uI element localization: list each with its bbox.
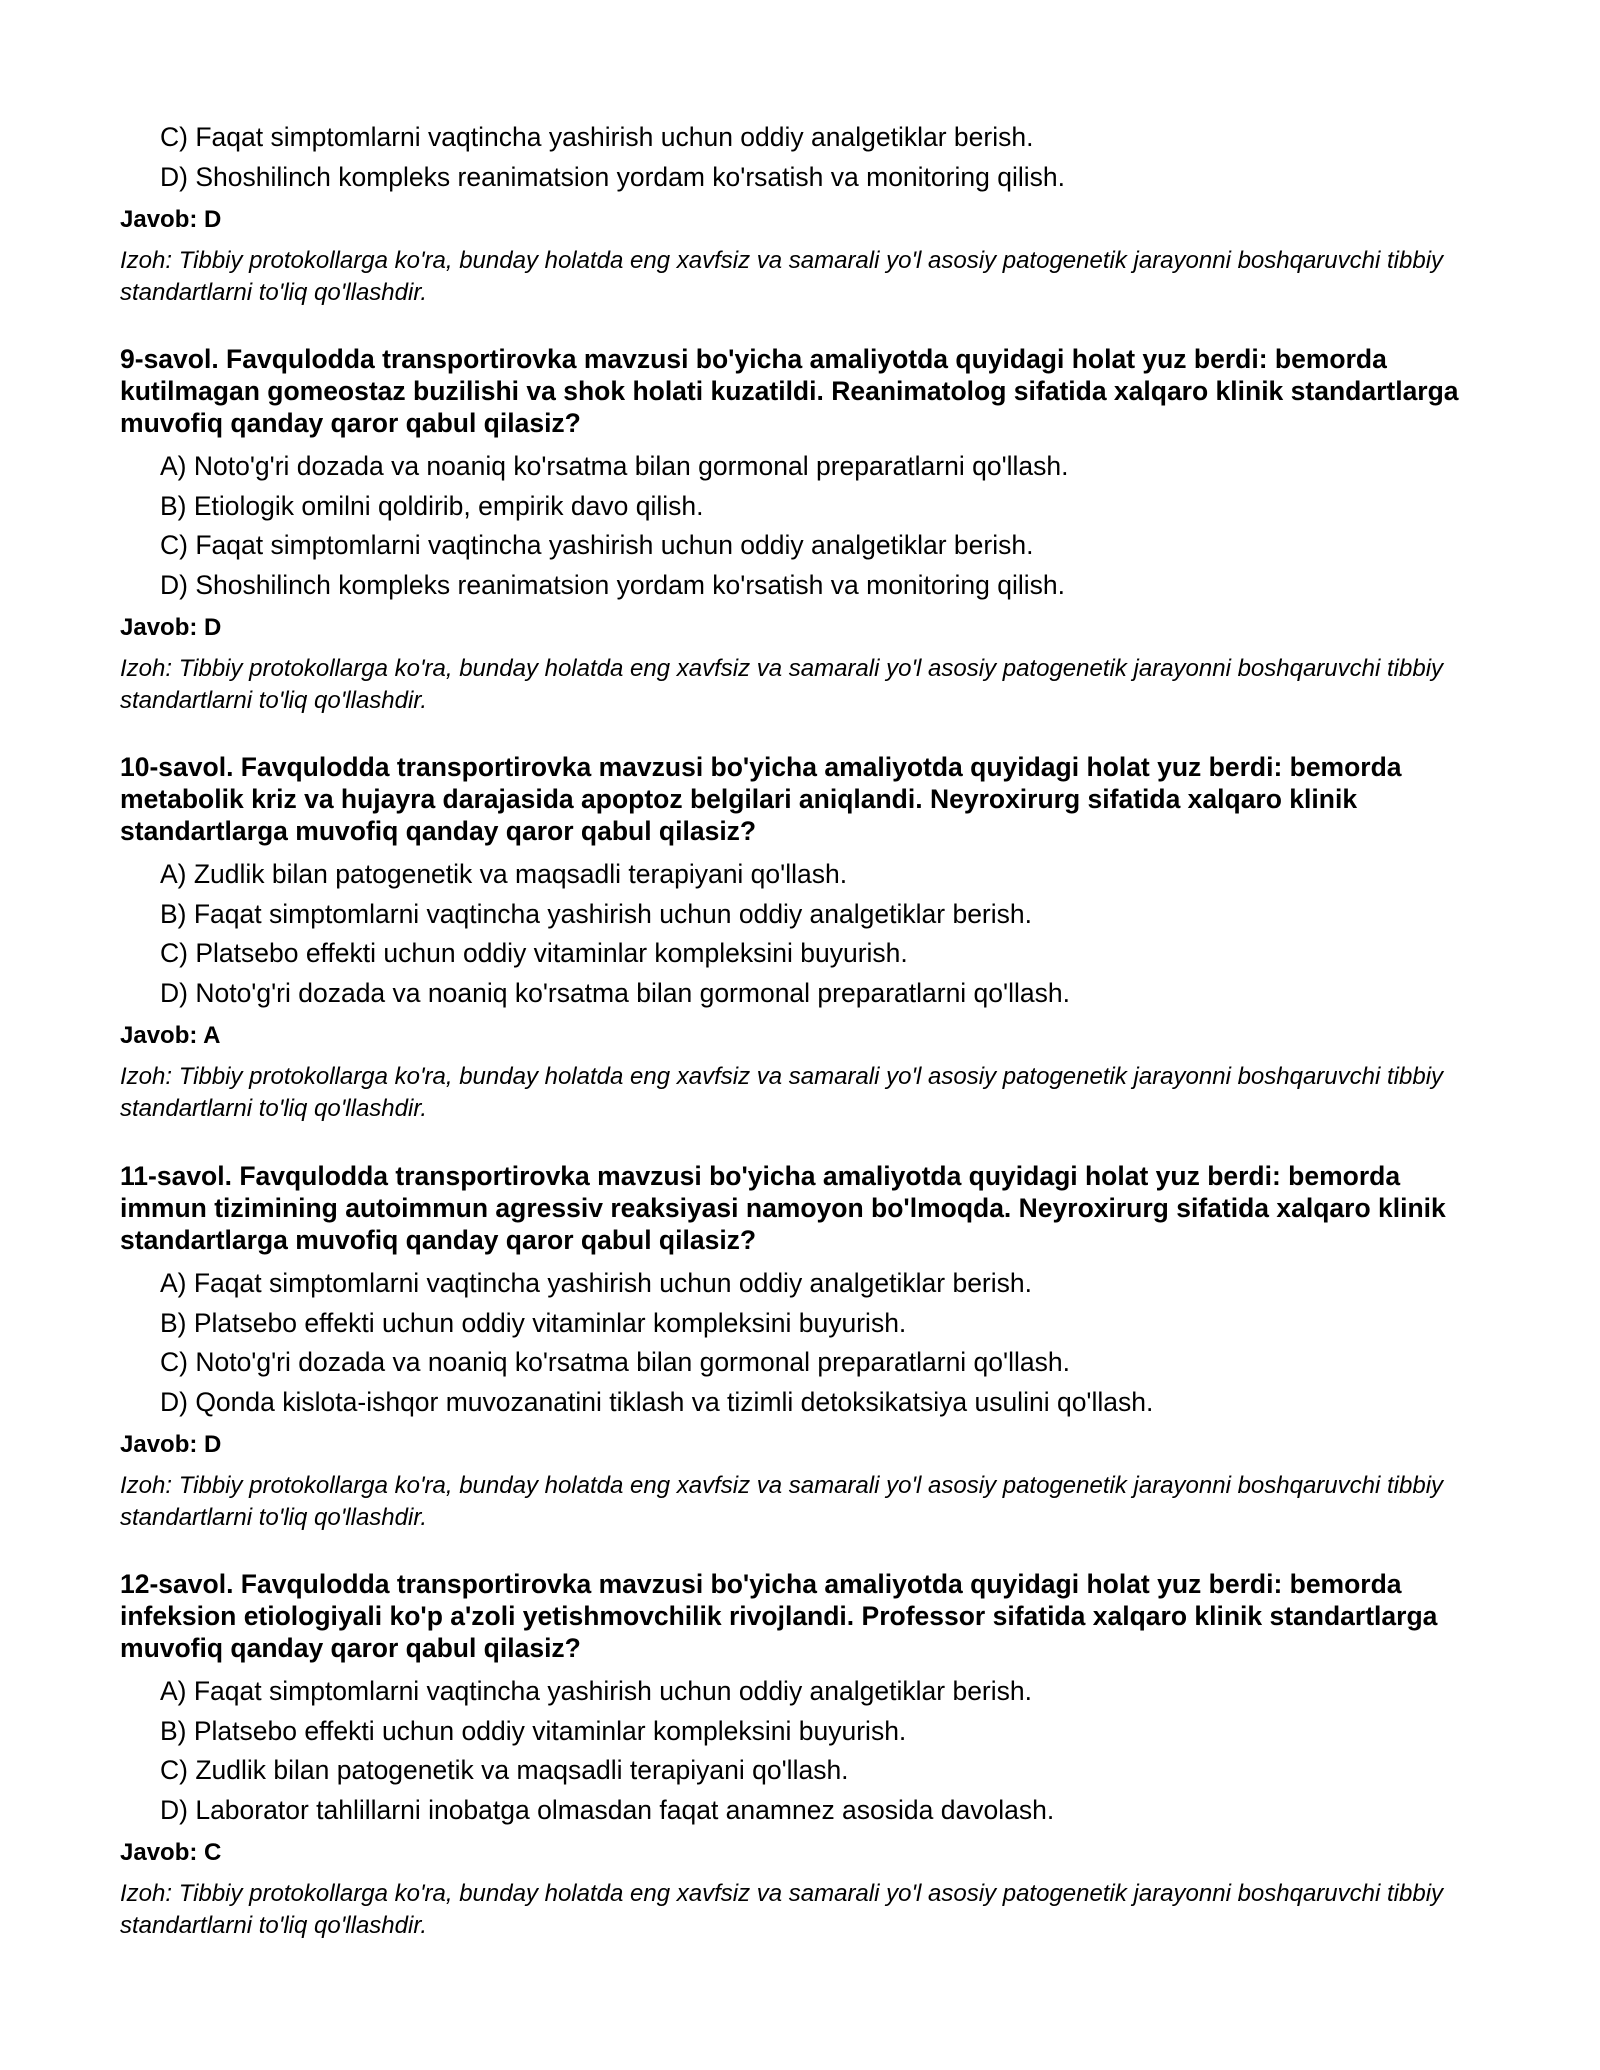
answer-label: Javob: D <box>120 1431 222 1458</box>
option-item: D) Noto'g'ri dozada va noaniq ko'rsatma bilan gormonal preparatlarni qo'llash. <box>160 977 1070 1008</box>
option-item: D) Qonda kislota-ishqor muvozanatini tiklash va tizimli detoksikatsiya usulini qo'llash. <box>160 1386 1154 1417</box>
option-item: A) Faqat simptomlarni vaqtincha yashirish uchun oddiy analgetiklar berish. <box>160 1676 1032 1706</box>
explanation-note: Izoh: Tibbiy protokollarga ko'ra, bunday holatda eng xavfsiz va samarali yo'l asosiy patogenetik jarayonni boshqaruvchi tibbiy standartlarni to'liq qo'llashdir. <box>120 1472 1444 1531</box>
option-item: D) Laborator tahlillarni inobatga olmasdan faqat anamnez asosida davolash. <box>160 1794 1055 1825</box>
option-item: C) Zudlik bilan patogenetik va maqsadli terapiyani qo'llash. <box>160 1755 849 1785</box>
option-item: C) Platsebo effekti uchun oddiy vitaminlar kompleksini buyurish. <box>160 938 908 968</box>
question-block-12 <box>120 1568 1460 1942</box>
question-block-10 <box>120 751 1460 1125</box>
explanation-note: Izoh: Tibbiy protokollarga ko'ra, bunday holatda eng xavfsiz va samarali yo'l asosiy patogenetik jarayonni boshqaruvchi tibbiy standartlarni to'liq qo'llashdir. <box>120 1880 1444 1939</box>
option-list <box>120 1264 1460 1422</box>
option-item: C) Faqat simptomlarni vaqtincha yashirish uchun oddiy analgetiklar berish. <box>160 530 1034 560</box>
option-item: A) Faqat simptomlarni vaqtincha yashirish uchun oddiy analgetiklar berish. <box>160 1268 1032 1298</box>
question-title: 12-savol. Favqulodda transportirovka mavzusi bo'yicha amaliyotda quyidagi holat yuz berdi: bemorda infeksion etiologiyali ko'p a'zoli yetishmovchilik rivojlandi. Professor sifatida xalqaro klinik standartlarga muvofiq qanday qaror qabul qilasiz? <box>120 1569 1438 1663</box>
explanation-note: Izoh: Tibbiy protokollarga ko'ra, bunday holatda eng xavfsiz va samarali yo'l asosiy patogenetik jarayonni boshqaruvchi tibbiy standartlarni to'liq qo'llashdir. <box>120 1063 1444 1122</box>
answer-label: Javob: D <box>120 614 222 641</box>
question-block-11 <box>120 1160 1460 1534</box>
explanation-note: Izoh: Tibbiy protokollarga ko'ra, bunday holatda eng xavfsiz va samarali yo'l asosiy patogenetik jarayonni boshqaruvchi tibbiy standartlarni to'liq qo'llashdir. <box>120 655 1444 714</box>
option-item: A) Noto'g'ri dozada va noaniq ko'rsatma bilan gormonal preparatlarni qo'llash. <box>160 451 1069 481</box>
question-block-9 <box>120 343 1460 717</box>
option-item: B) Platsebo effekti uchun oddiy vitaminlar kompleksini buyurish. <box>160 1307 907 1338</box>
answer-label: Javob: A <box>120 1022 221 1049</box>
question-title: 11-savol. Favqulodda transportirovka mavzusi bo'yicha amaliyotda quyidagi holat yuz berdi: bemorda immun tizimining autoimmun agressiv reaksiyasi namoyon bo'lmoqda. Neyroxirurg sifatida xalqaro klinik standartlarga muvofiq qanday qaror qabul qilasiz? <box>120 1161 1446 1255</box>
explanation-note: Izoh: Tibbiy protokollarga ko'ra, bunday holatda eng xavfsiz va samarali yo'l asosiy patogenetik jarayonni boshqaruvchi tibbiy standartlarni to'liq qo'llashdir. <box>120 247 1444 306</box>
answer-label: Javob: C <box>120 1839 222 1866</box>
option-item: B) Platsebo effekti uchun oddiy vitaminlar kompleksini buyurish. <box>160 1715 907 1746</box>
option-item: A) Zudlik bilan patogenetik va maqsadli terapiyani qo'llash. <box>160 859 848 889</box>
option-list <box>120 118 1460 197</box>
question-title: 10-savol. Favqulodda transportirovka mavzusi bo'yicha amaliyotda quyidagi holat yuz berdi: bemorda metabolik kriz va hujayra darajasida apoptoz belgilari aniqlandi. Neyroxirurg sifatida xalqaro klinik standartlarga muvofiq qanday qaror qabul qilasiz? <box>120 752 1402 846</box>
continued-question <box>120 118 1460 309</box>
option-list <box>120 855 1460 1013</box>
option-item: B) Faqat simptomlarni vaqtincha yashirish uchun oddiy analgetiklar berish. <box>160 898 1032 929</box>
option-item: C) Faqat simptomlarni vaqtincha yashirish uchun oddiy analgetiklar berish. <box>160 122 1034 152</box>
option-item: D) Shoshilinch kompleks reanimatsion yordam ko'rsatish va monitoring qilish. <box>160 161 1065 192</box>
question-title: 9-savol. Favqulodda transportirovka mavzusi bo'yicha amaliyotda quyidagi holat yuz berdi: bemorda kutilmagan gomeostaz buzilishi va shok holati kuzatildi. Reanimatolog sifatida xalqaro klinik standartlarga muvofiq qanday qaror qabul qilasiz? <box>120 344 1459 438</box>
option-item: C) Noto'g'ri dozada va noaniq ko'rsatma bilan gormonal preparatlarni qo'llash. <box>160 1347 1070 1377</box>
option-item: D) Shoshilinch kompleks reanimatsion yordam ko'rsatish va monitoring qilish. <box>160 569 1065 600</box>
answer-label: Javob: D <box>120 206 222 233</box>
option-list <box>120 1672 1460 1830</box>
option-list <box>120 447 1460 605</box>
option-item: B) Etiologik omilni qoldirib, empirik davo qilish. <box>160 490 704 521</box>
